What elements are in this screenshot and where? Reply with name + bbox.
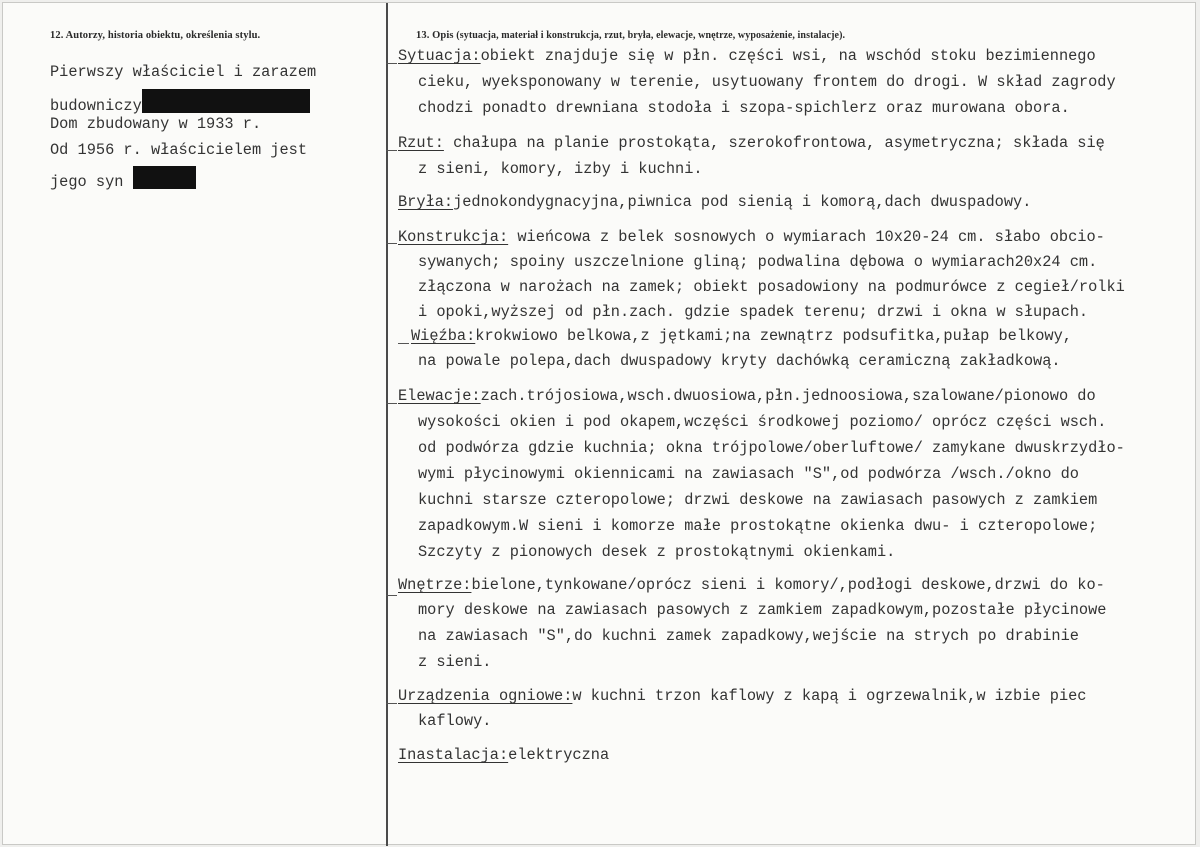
redacted-name-2	[133, 166, 196, 189]
wnetrze-line-4: z sieni.	[418, 653, 492, 671]
urzadzenia-heading: Urządzenia ogniowe:	[398, 687, 573, 705]
konstrukcja-line-4: i opoki,wyższej od płn.zach. gdzie spadek terenu; drzwi i okna w słupach.	[418, 303, 1089, 321]
wnetrze-line-2: mory deskowe na zawiasach pasowych z zamkiem zapadkowym,pozostałe płycinowe	[418, 601, 1107, 619]
elewacje-line-2: wysokości okien i pod okapem,wczęści środkowej poziomo/ oprócz części wsch.	[418, 413, 1107, 431]
wnetrze-heading: Wnętrze:	[398, 576, 472, 594]
wnetrze-line-1: Wnętrze:bielone,tynkowane/oprócz sieni i komory/,podłogi deskowe,drzwi do ko-	[398, 576, 1105, 594]
sytuacja-heading: Sytuacja:	[398, 47, 481, 65]
konstrukcja-line-1: Konstrukcja: wieńcowa z belek sosnowych o wymiarach 10x20-24 cm. słabo obcio-	[398, 228, 1105, 246]
elewacje-line-6: zapadkowym.W sieni i komorze małe prostokątne okienka dwu- i czteropolowe;	[418, 517, 1098, 535]
margin-dash	[386, 703, 397, 704]
konstrukcja-line-2: sywanych; spoiny uszczelnione gliną; podwalina dębowa o wymiarach20x24 cm.	[418, 253, 1098, 271]
record-card	[2, 2, 1196, 845]
column-divider	[386, 3, 388, 846]
urzadzenia-line-2: kaflowy.	[418, 712, 492, 730]
left-line-5	[50, 166, 196, 191]
bryla-line-1: Bryła:jednokondygnacyjna,piwnica pod sienią i komorą,dach dwuspadowy.	[398, 193, 1032, 211]
left-line-1: Pierwszy właściciel i zarazem	[50, 63, 317, 81]
right-header-title: 13. Opis	[416, 30, 454, 41]
margin-dash	[398, 343, 409, 344]
sytuacja-line-3: chodzi ponadto drewniana stodoła i szopa-spichlerz oraz murowana obora.	[418, 99, 1070, 117]
elewacje-line-1: Elewacje:zach.trójosiowa,wsch.dwuosiowa,płn.jednoosiowa,szalowane/pionowo do	[398, 387, 1096, 405]
elewacje-line-4: wymi płycinowymi okiennicami na zawiasach "S",od podwórza /wsch./okno do	[418, 465, 1079, 483]
urzadzenia-line-1: Urządzenia ogniowe:w kuchni trzon kaflowy z kapą i ogrzewalnik,w izbie piec	[398, 687, 1087, 705]
instalacja-heading: Inastalacja:	[398, 746, 509, 764]
wnetrze-line-3: na zawiasach "S",do kuchni zamek zapadkowy,wejście na strych po drabinie	[418, 627, 1079, 645]
elewacje-heading: Elewacje:	[398, 387, 481, 405]
wiezba-heading: Więźba:	[411, 327, 476, 345]
rzut-heading: Rzut:	[398, 134, 444, 152]
margin-dash	[386, 63, 397, 64]
margin-dash	[386, 595, 397, 596]
left-line-3: Dom zbudowany w 1933 r.	[50, 115, 262, 133]
margin-dash	[386, 150, 397, 151]
left-column-header: 12. Autorzy, historia obiektu, określenia stylu.	[50, 30, 261, 41]
right-header-subtitle: (sytuacja, materiał i konstrukcja, rzut, bryła, elewacje, wnętrze, wyposażenie, instalacje).	[456, 30, 846, 41]
wiezba-line-1: Więźba:krokwiowo belkowa,z jętkami;na zewnątrz podsufitka,pułap belkowy,	[411, 327, 1072, 345]
elewacje-line-3: od podwórza gdzie kuchnia; okna trójpolowe/oberluftowe/ zamykane dwuskrzydło-	[418, 439, 1125, 457]
sytuacja-line-1: Sytuacja:obiekt znajduje się w płn. części wsi, na wschód stoku bezimiennego	[398, 47, 1096, 65]
left-line-4: Od 1956 r. właścicielem jest	[50, 141, 308, 159]
instalacja-line-1: Inastalacja:elektryczna	[398, 746, 610, 764]
left-line-2-text: budowniczy	[50, 97, 142, 115]
elewacje-line-7: Szczyty z pionowych desek z prostokątnymi okienkami.	[418, 543, 896, 561]
margin-dash	[386, 403, 397, 404]
left-line-2	[50, 89, 310, 115]
konstrukcja-heading: Konstrukcja:	[398, 228, 509, 246]
margin-dash	[386, 243, 397, 244]
rzut-line-2: z sieni, komory, izby i kuchni.	[418, 160, 703, 178]
redacted-name-1	[142, 89, 310, 113]
elewacje-line-5: kuchni starsze czteropolowe; drzwi deskowe na zawiasach pasowych z zamkiem	[418, 491, 1098, 509]
right-column-header	[416, 30, 845, 41]
left-line-5-text: jego syn	[50, 173, 124, 191]
sytuacja-line-2: cieku, wyeksponowany w terenie, usytuowany frontem do drogi. W skład zagrody	[418, 73, 1116, 91]
konstrukcja-line-3: złączona w narożach na zamek; obiekt posadowiony na podmurówce z cegieł/rolki	[418, 278, 1125, 296]
wiezba-line-2: na powale polepa,dach dwuspadowy kryty dachówką ceramiczną zakładkową.	[418, 352, 1061, 370]
rzut-line-1: Rzut: chałupa na planie prostokąta, szerokofrontowa, asymetryczna; składa się	[398, 134, 1105, 152]
bryla-heading: Bryła:	[398, 193, 454, 211]
